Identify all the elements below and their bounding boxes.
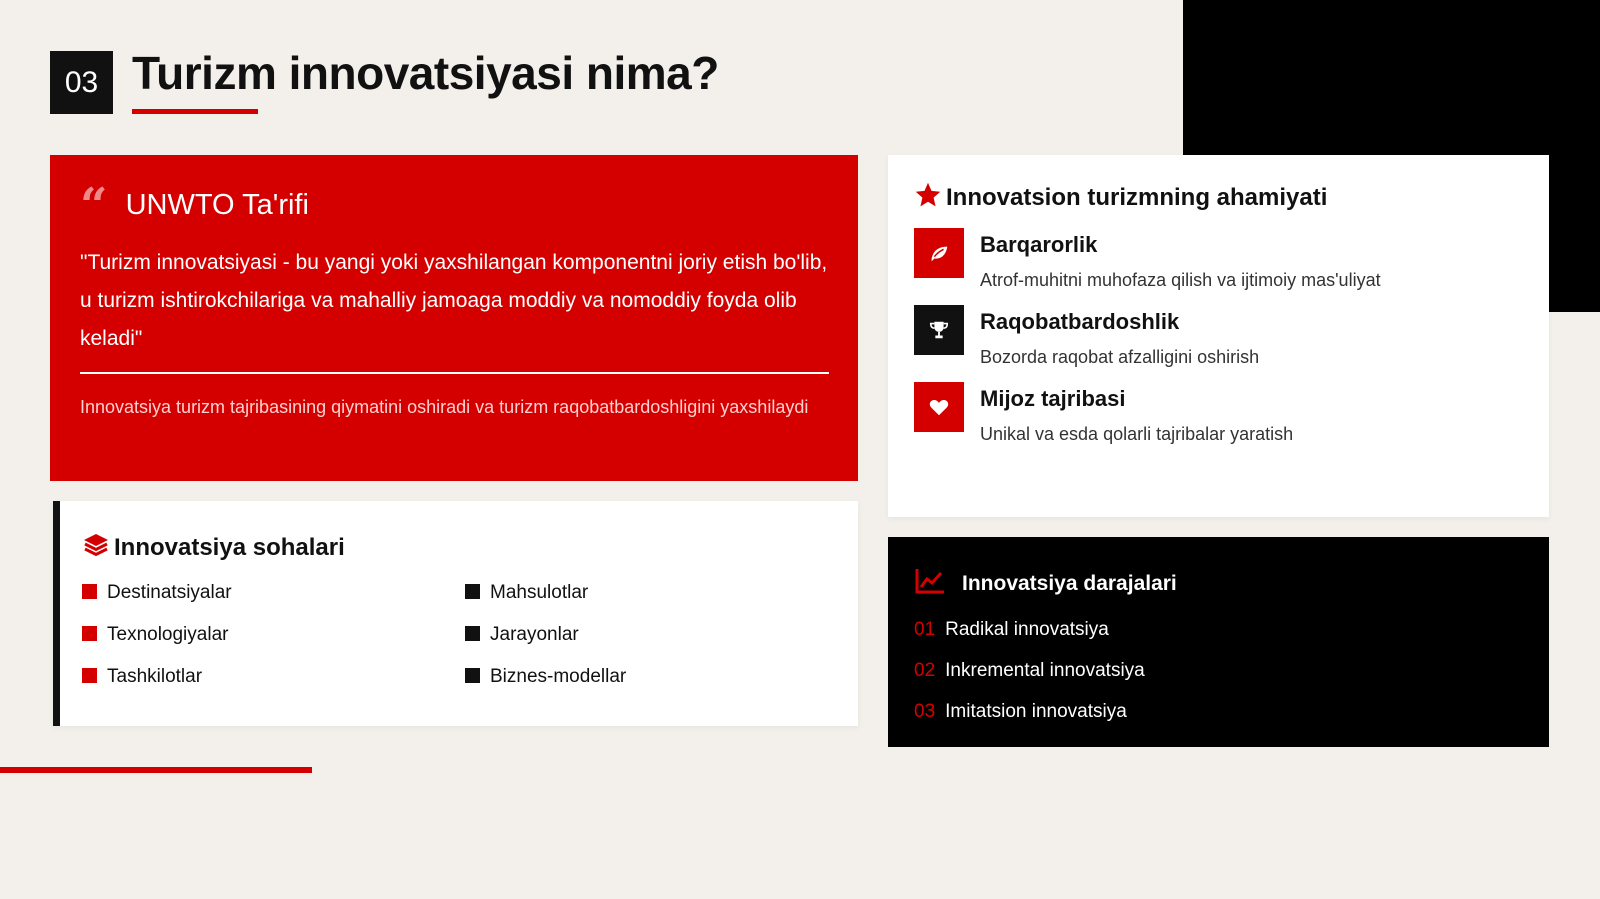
areas-list (82, 582, 834, 688)
level-label: Imitatsion innovatsiya (945, 701, 1127, 722)
chart-line-icon (914, 567, 946, 600)
area-label: Texnologiyalar (107, 624, 229, 645)
areas-header (82, 531, 834, 564)
area-item (82, 624, 465, 646)
level-number: 02 (914, 660, 936, 681)
level-item (914, 701, 1523, 723)
area-item (82, 666, 465, 688)
level-item (914, 619, 1523, 641)
level-number: 01 (914, 619, 936, 640)
importance-description: Unikal va esda qolarli tajribalar yaratish (980, 424, 1294, 444)
title-underline (132, 109, 258, 114)
importance-description: Bozorda raqobat afzalligini oshirish (980, 347, 1260, 367)
area-item (82, 582, 465, 604)
area-label: Biznes-modellar (490, 666, 627, 687)
definition-title: UNWTO Ta'rifi (125, 189, 309, 221)
areas-title: Innovatsiya sohalari (114, 533, 345, 561)
level-label: Inkremental innovatsiya (945, 660, 1145, 681)
bullet-square (465, 668, 480, 683)
importance-item (914, 228, 1523, 291)
bottom-accent-bar (0, 767, 312, 773)
trophy-icon (914, 305, 964, 355)
importance-header (914, 181, 1523, 214)
quote-icon: “ (80, 177, 108, 234)
page-title: Turizm innovatsiyasi nima? (132, 47, 719, 99)
importance-text (980, 305, 1259, 368)
levels-header (914, 567, 1523, 600)
importance-name: Barqarorlik (980, 232, 1098, 257)
area-item (465, 624, 848, 646)
importance-text (980, 382, 1293, 445)
levels-card (888, 537, 1549, 747)
bullet-square (82, 668, 97, 683)
level-label: Radikal innovatsiya (945, 619, 1109, 640)
divider (80, 372, 829, 374)
importance-card (888, 155, 1549, 517)
importance-name: Raqobatbardoshlik (980, 309, 1180, 334)
bullet-square (82, 584, 97, 599)
area-label: Jarayonlar (490, 624, 579, 645)
area-label: Tashkilotlar (107, 666, 203, 687)
definition-card (50, 155, 858, 481)
level-number: 03 (914, 701, 936, 722)
importance-text (980, 228, 1381, 291)
heart-icon (914, 382, 964, 432)
area-item (465, 666, 848, 688)
bullet-square (82, 626, 97, 641)
bullet-square (465, 584, 480, 599)
importance-name: Mijoz tajribasi (980, 386, 1126, 411)
level-item (914, 660, 1523, 682)
leaf-icon (914, 228, 964, 278)
definition-note: Innovatsiya turizm tajribasining qiymatini oshiradi va turizm raqobatbardoshligini yaxshilaydi (80, 397, 809, 417)
importance-title: Innovatsion turizmning ahamiyati (946, 183, 1328, 211)
area-label: Mahsulotlar (490, 582, 589, 603)
layers-icon (82, 531, 110, 564)
area-label: Destinatsiyalar (107, 582, 232, 603)
area-item (465, 582, 848, 604)
section-number-badge: 03 (50, 51, 113, 114)
importance-description: Atrof-muhitni muhofaza qilish va ijtimoiy mas'uliyat (980, 270, 1381, 290)
definition-quote: "Turizm innovatsiyasi - bu yangi yoki yaxshilangan komponentni joriy etish bo'lib, u turizm ishtirokchilariga va mahalliy jamoaga moddiy va nomoddiy foyda olib keladi" (80, 251, 828, 350)
star-icon (914, 181, 942, 214)
importance-item (914, 382, 1523, 445)
areas-card (53, 501, 858, 726)
importance-item (914, 305, 1523, 368)
definition-header (80, 177, 828, 234)
levels-title: Innovatsiya darajalari (962, 571, 1177, 595)
bullet-square (465, 626, 480, 641)
